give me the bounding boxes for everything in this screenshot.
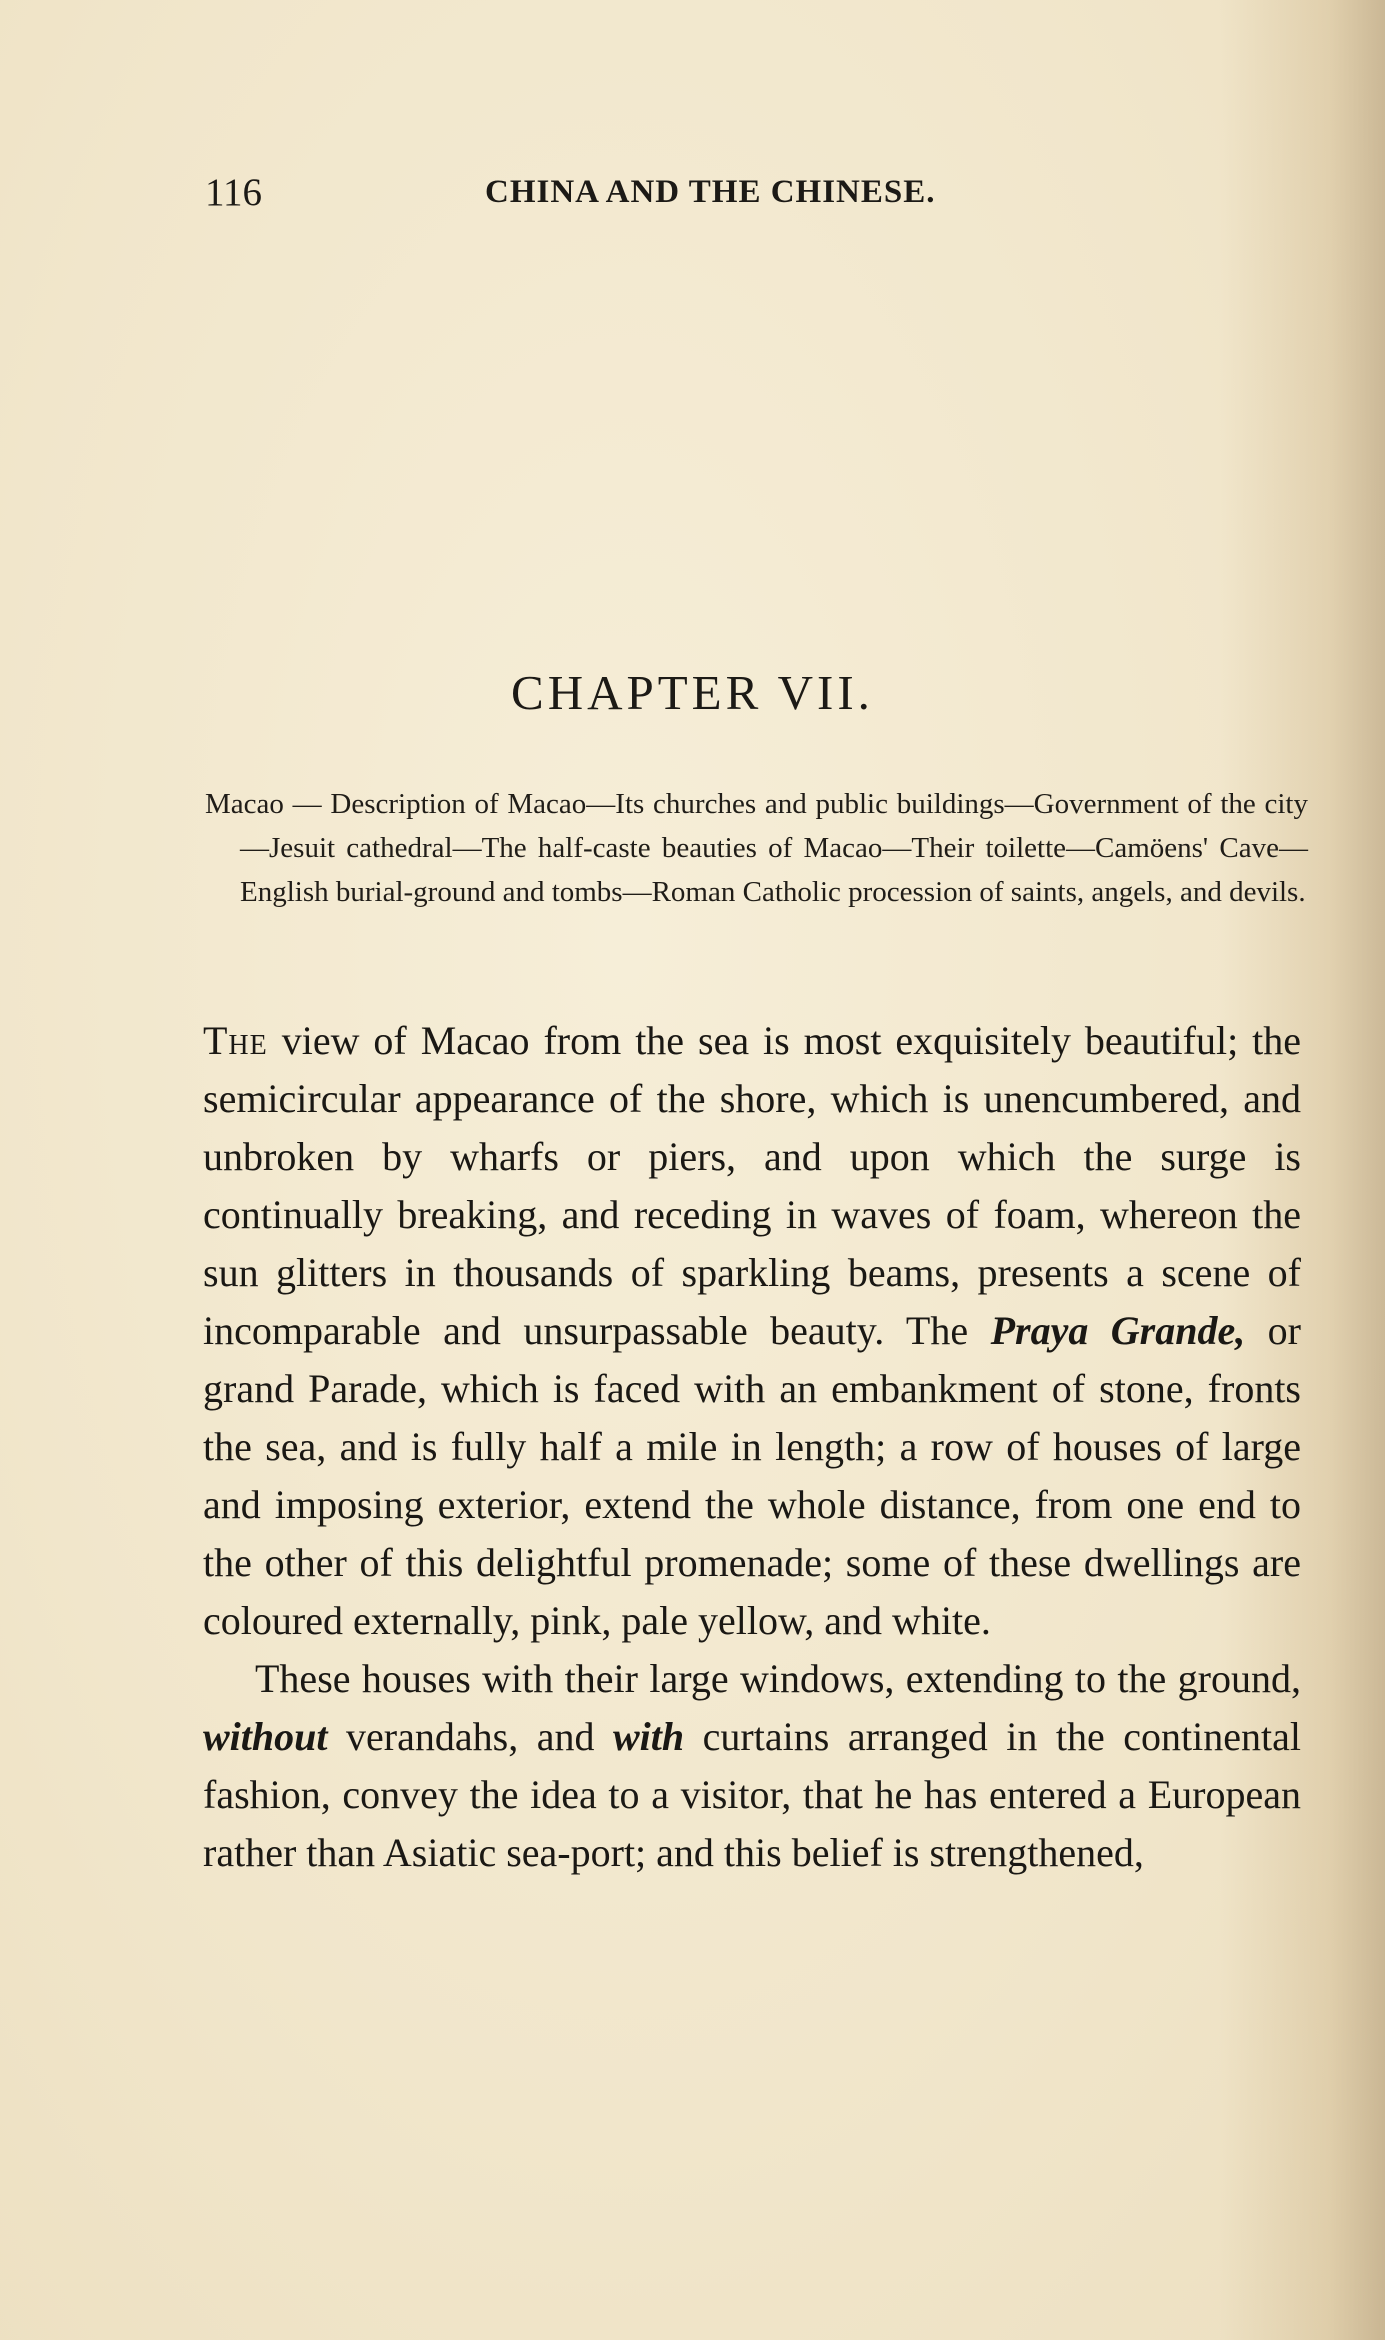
paragraph-2-emphasis-without: without: [203, 1714, 328, 1759]
paragraph-2-text-a: These houses with their large windows, extending to the ground,: [255, 1656, 1301, 1701]
paragraph-1-text-b: or grand Parade, which is faced with an embankment of stone, fronts the sea, and is fully half a mile in length; a row of houses of large and imposing exterior, extend the whole distance, from one end to the other of this delightful promenade; some of these dwellings are coloured externally, pink, pale yellow, and white.: [203, 1308, 1301, 1643]
chapter-title: CHAPTER VII.: [511, 665, 874, 720]
paragraph-2: [203, 1650, 1301, 1882]
paragraph-2-text-c: curtains arranged in the continental fashion, convey the idea to a visitor, that he has entered a European rather than Asiatic sea-port; and this belief is strengthened,: [203, 1714, 1302, 1875]
paragraph-2-text-b: verandahs, and: [327, 1714, 613, 1759]
chapter-summary-text: Macao — Description of Macao—Its churches and public buildings—Government of the city—Jesuit cathedral—The half-caste beauties of Macao—Their toilette—Camöens' Cave—English burial-ground and tombs—Roman Catholic procession of saints, angels, and devils.: [205, 788, 1308, 908]
page-number: 116: [205, 171, 263, 214]
paragraph-1-emphasis: Praya Grande,: [990, 1308, 1246, 1353]
running-head: [205, 170, 1035, 220]
paragraph-2-emphasis-with: with: [613, 1714, 685, 1759]
body-text: [203, 1012, 1301, 1882]
paragraph-1-text-a: view of Macao from the sea is most exquisitely beautiful; the semicircular appearance of the shore, which is unencumbered, and unbroken by wharfs or piers, and upon which the surge is continually breaking, and receding in waves of foam, whereon the sun glitters in thousands of sparkling beams, presents a scene of incomparable and unsurpassable beauty. The: [203, 1018, 1301, 1353]
chapter-summary: [205, 782, 1308, 914]
paragraph-1-lead: The: [203, 1018, 268, 1063]
paragraph-1: [203, 1012, 1301, 1650]
running-title: CHINA AND THE CHINESE.: [485, 174, 936, 210]
